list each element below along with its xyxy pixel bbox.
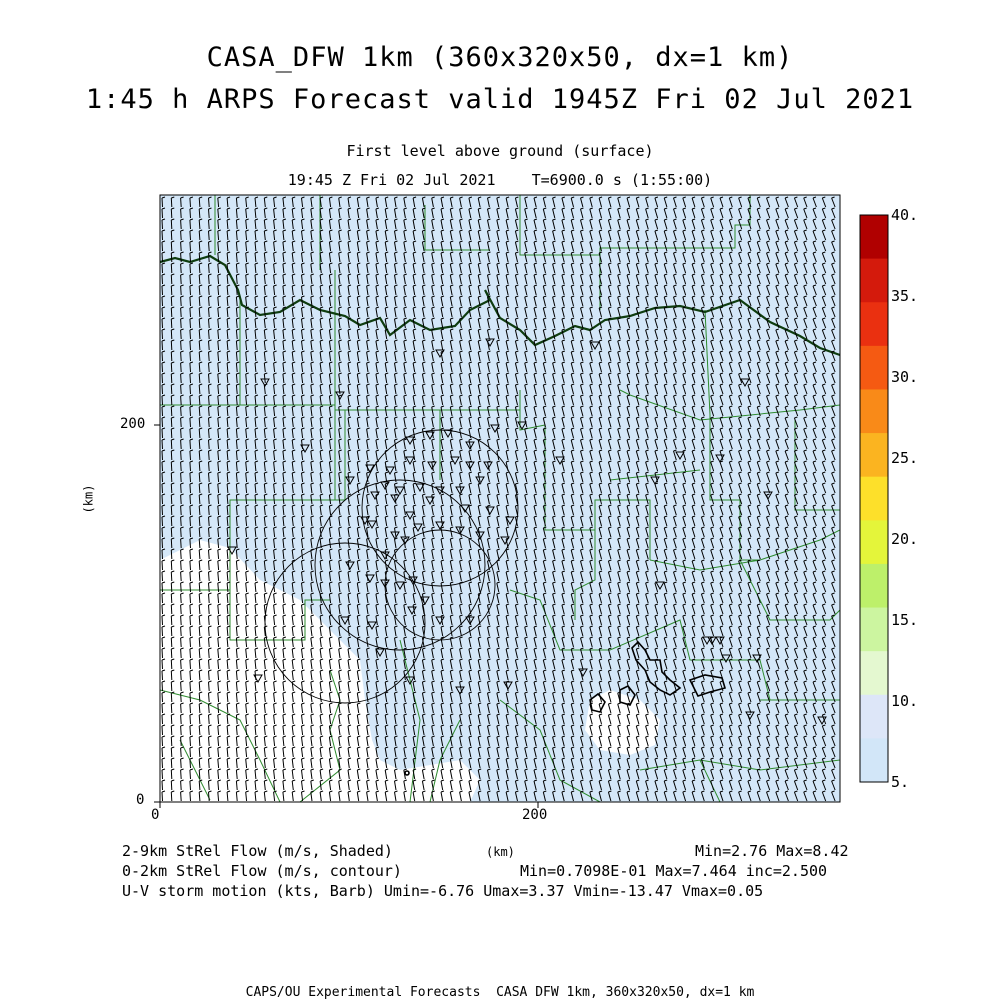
footer-credit: CAPS/OU Experimental Forecasts CASA DFW 1km, 360x320x50, dx=1 km [245,985,755,1000]
colorbar-label: 25. [891,449,919,467]
colorbar-label: 20. [891,530,919,548]
y-tick-200: 200 [120,416,146,432]
shading-layer [160,195,840,802]
colorbar-segment [860,433,888,477]
colorbar-segment [860,389,888,433]
colorbar-label: 35. [891,287,919,305]
colorbar-segment [860,259,888,303]
shaded-stats: Min=2.76 Max=8.42 [695,842,849,860]
colorbar-label: 30. [891,368,919,386]
colorbar-segment [860,608,888,652]
colorbar-label: 40. [891,206,919,224]
legend-barb: U-V storm motion (kts, Barb) Umin=-6.76 Umax=3.37 Vmin=-13.47 Vmax=0.05 [122,882,764,900]
colorbar-segment [860,346,888,390]
contour-stats: Min=0.7098E-01 Max=7.464 inc=2.500 [520,862,828,880]
colorbar-segment [860,651,888,695]
colorbar-label: 10. [891,692,919,710]
x-axis-label: (km) [486,845,515,859]
map-title-line1: CASA_DFW 1km (360x320x50, dx=1 km) [206,42,794,73]
colorbar-segment [860,215,888,259]
colorbar-label: 5. [891,773,910,791]
y-axis-label: (km) [81,484,96,514]
colorbar-segment [860,477,888,521]
y-tick-0: 0 [136,792,145,808]
colorbar-segment [860,520,888,564]
time-subtitle: 19:45 Z Fri 02 Jul 2021 T=6900.0 s (1:55:00) [287,171,713,189]
colorbar-segment [860,302,888,346]
colorbar [860,215,888,783]
legend-contour: 0-2km StRel Flow (m/s, contour) [122,862,402,880]
colorbar-segment [860,738,888,782]
legend-shaded: 2-9km StRel Flow (m/s, Shaded) [122,842,393,860]
colorbar-label: 15. [891,611,919,629]
colorbar-segment [860,695,888,739]
map-title-line2: 1:45 h ARPS Forecast valid 1945Z Fri 02 Jul 2021 [85,84,915,115]
x-tick-0: 0 [151,807,160,823]
x-tick-200: 200 [522,807,548,823]
colorbar-segment [860,564,888,608]
level-subtitle: First level above ground (surface) [346,142,654,160]
